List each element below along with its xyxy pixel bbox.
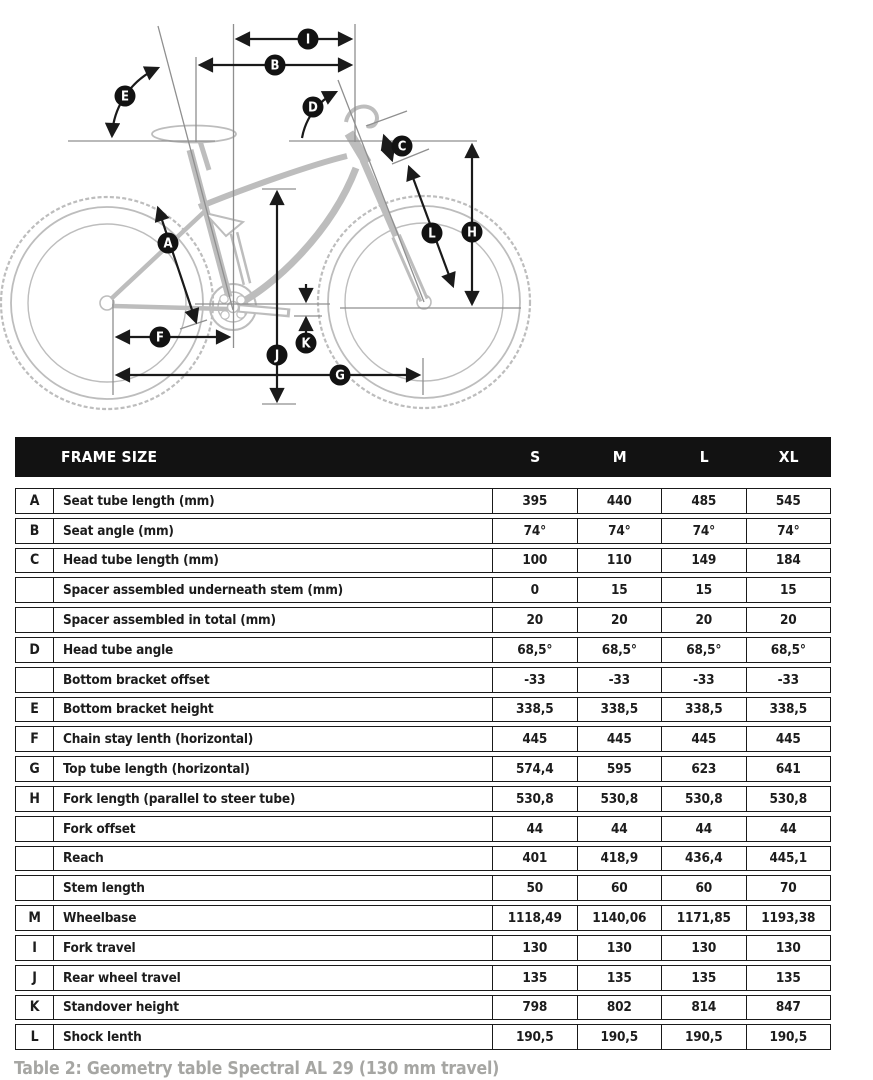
row-label: Rear wheel travel — [63, 969, 181, 986]
table-row — [15, 637, 831, 663]
row-value-xl: -33 — [746, 668, 831, 692]
row-value-m: 110 — [577, 549, 662, 573]
row-value-xl: 338,5 — [746, 698, 831, 722]
row-label: Reach — [63, 850, 104, 867]
table-row — [15, 1024, 831, 1050]
dim-badge-j-label: J — [274, 348, 280, 364]
table-row — [15, 816, 831, 842]
row-value-xl: 641 — [746, 757, 831, 781]
row-value-l: 130 — [661, 936, 746, 960]
row-value-m: 445 — [577, 727, 662, 751]
row-value-xl: 184 — [746, 549, 831, 573]
row-label: Head tube angle — [63, 641, 174, 658]
row-value-s: 1118,49 — [492, 906, 577, 930]
row-value-l: 190,5 — [661, 1025, 746, 1049]
row-value-l: 68,5° — [661, 638, 746, 662]
row-value-xl: 15 — [746, 578, 831, 602]
row-value-m: 338,5 — [577, 698, 662, 722]
row-value-xl: 20 — [746, 608, 831, 632]
dim-badge-k-label: K — [301, 336, 311, 352]
row-label: Head tube length (mm) — [63, 552, 219, 569]
row-value-s: 44 — [492, 817, 577, 841]
table-row — [15, 846, 831, 872]
row-key: J — [16, 966, 54, 990]
table-row — [15, 488, 831, 514]
table-row — [15, 965, 831, 991]
row-value-m: 190,5 — [577, 1025, 662, 1049]
table-row — [15, 726, 831, 752]
row-value-l: 338,5 — [661, 698, 746, 722]
row-value-s: 445 — [492, 727, 577, 751]
row-value-s: 530,8 — [492, 787, 577, 811]
row-value-l: 530,8 — [661, 787, 746, 811]
dim-badge-e-label: E — [121, 89, 129, 105]
table-header — [15, 437, 831, 477]
row-value-s: 574,4 — [492, 757, 577, 781]
row-key — [16, 608, 54, 632]
row-value-s: 798 — [492, 996, 577, 1020]
row-value-xl: 445 — [746, 727, 831, 751]
row-label: Stem length — [63, 880, 145, 897]
row-value-xl: 135 — [746, 966, 831, 990]
col-header-xl: XL — [778, 448, 799, 466]
row-label: Spacer assembled underneath stem (mm) — [63, 582, 344, 599]
row-value-m: 1140,06 — [577, 906, 662, 930]
table-row — [15, 548, 831, 574]
row-key: B — [16, 519, 54, 543]
row-value-s: 135 — [492, 966, 577, 990]
row-value-s: 20 — [492, 608, 577, 632]
row-label: Bottom bracket offset — [63, 671, 210, 688]
row-value-s: 130 — [492, 936, 577, 960]
row-value-l: 814 — [661, 996, 746, 1020]
row-value-m: 20 — [577, 608, 662, 632]
row-value-l: 135 — [661, 966, 746, 990]
row-value-xl: 70 — [746, 876, 831, 900]
bike-geometry-diagram — [0, 0, 873, 437]
table-row — [15, 995, 831, 1021]
row-label: Fork travel — [63, 939, 136, 956]
table-row — [15, 577, 831, 603]
row-label: Top tube length (horizontal) — [63, 761, 250, 778]
row-value-m: 15 — [577, 578, 662, 602]
row-label: Fork offset — [63, 820, 136, 837]
row-key: C — [16, 549, 54, 573]
row-key: I — [16, 936, 54, 960]
col-header-s: S — [530, 448, 541, 466]
row-key — [16, 876, 54, 900]
row-value-xl: 130 — [746, 936, 831, 960]
row-value-xl: 445,1 — [746, 847, 831, 871]
row-value-m: 530,8 — [577, 787, 662, 811]
row-value-s: 395 — [492, 489, 577, 513]
row-value-xl: 68,5° — [746, 638, 831, 662]
table-row — [15, 667, 831, 693]
row-value-m: 44 — [577, 817, 662, 841]
row-label: Chain stay lenth (horizontal) — [63, 731, 254, 748]
table-row — [15, 607, 831, 633]
row-key: K — [16, 996, 54, 1020]
row-value-xl: 847 — [746, 996, 831, 1020]
dim-badge-i-label: I — [305, 32, 311, 48]
dim-badge-g-label: G — [335, 368, 345, 384]
row-value-m: 74° — [577, 519, 662, 543]
row-value-l: 74° — [661, 519, 746, 543]
row-key: D — [16, 638, 54, 662]
row-value-s: 0 — [492, 578, 577, 602]
table-row — [15, 905, 831, 931]
row-value-m: 802 — [577, 996, 662, 1020]
row-value-m: 60 — [577, 876, 662, 900]
row-key: L — [16, 1025, 54, 1049]
row-key: A — [16, 489, 54, 513]
row-value-l: 44 — [661, 817, 746, 841]
table-caption: Table 2: Geometry table Spectral AL 29 (130 mm travel) — [14, 1059, 500, 1080]
row-label: Wheelbase — [63, 910, 137, 927]
table-row — [15, 518, 831, 544]
row-label: Spacer assembled in total (mm) — [63, 612, 276, 629]
dim-line-c — [384, 136, 392, 160]
col-header-l: L — [699, 448, 709, 466]
row-value-m: 440 — [577, 489, 662, 513]
row-value-xl: 530,8 — [746, 787, 831, 811]
row-value-l: 15 — [661, 578, 746, 602]
row-key — [16, 668, 54, 692]
row-key — [16, 847, 54, 871]
row-value-l: 623 — [661, 757, 746, 781]
row-value-l: 1171,85 — [661, 906, 746, 930]
row-value-m: 130 — [577, 936, 662, 960]
row-label: Shock lenth — [63, 1029, 142, 1046]
row-value-s: -33 — [492, 668, 577, 692]
row-value-s: 100 — [492, 549, 577, 573]
row-value-l: 20 — [661, 608, 746, 632]
row-value-m: 135 — [577, 966, 662, 990]
reference-lines — [68, 24, 521, 404]
row-value-l: 149 — [661, 549, 746, 573]
row-label: Standover height — [63, 999, 179, 1016]
dim-badge-a-label: A — [163, 236, 173, 252]
dimension-arrows — [112, 39, 472, 401]
row-label: Seat angle (mm) — [63, 522, 174, 539]
dim-badge-h-label: H — [467, 225, 477, 241]
table-row — [15, 935, 831, 961]
row-key — [16, 817, 54, 841]
row-value-xl: 74° — [746, 519, 831, 543]
row-value-l: 436,4 — [661, 847, 746, 871]
table-row — [15, 786, 831, 812]
dim-badge-f-label: F — [156, 330, 164, 346]
rear-wheel-drawing — [1, 197, 213, 409]
row-key: F — [16, 727, 54, 751]
table-row — [15, 875, 831, 901]
row-value-l: -33 — [661, 668, 746, 692]
dim-badge-d-label: D — [308, 100, 318, 116]
row-value-s: 401 — [492, 847, 577, 871]
col-header-m: M — [612, 448, 627, 466]
row-value-xl: 545 — [746, 489, 831, 513]
dim-badge-b-label: B — [270, 58, 280, 74]
row-label: Bottom bracket height — [63, 701, 214, 718]
table-rows — [15, 488, 831, 1050]
row-value-s: 68,5° — [492, 638, 577, 662]
row-value-l: 445 — [661, 727, 746, 751]
table-title: FRAME SIZE — [61, 448, 158, 466]
row-value-l: 485 — [661, 489, 746, 513]
row-value-xl: 190,5 — [746, 1025, 831, 1049]
dimension-badges — [115, 29, 483, 386]
row-key: H — [16, 787, 54, 811]
table-row — [15, 756, 831, 782]
row-value-s: 190,5 — [492, 1025, 577, 1049]
row-value-s: 338,5 — [492, 698, 577, 722]
row-key: M — [16, 906, 54, 930]
dim-badge-l-label: L — [428, 226, 436, 242]
row-value-m: 595 — [577, 757, 662, 781]
geometry-table — [15, 437, 831, 1050]
row-value-m: 418,9 — [577, 847, 662, 871]
row-value-s: 50 — [492, 876, 577, 900]
table-row — [15, 697, 831, 723]
dim-badge-c-label: C — [397, 139, 407, 155]
row-label: Seat tube length (mm) — [63, 492, 215, 509]
row-key — [16, 578, 54, 602]
row-key: E — [16, 698, 54, 722]
row-key: G — [16, 757, 54, 781]
row-value-s: 74° — [492, 519, 577, 543]
row-label: Fork length (parallel to steer tube) — [63, 790, 296, 807]
row-value-xl: 1193,38 — [746, 906, 831, 930]
row-value-l: 60 — [661, 876, 746, 900]
row-value-m: 68,5° — [577, 638, 662, 662]
row-value-xl: 44 — [746, 817, 831, 841]
row-value-m: -33 — [577, 668, 662, 692]
